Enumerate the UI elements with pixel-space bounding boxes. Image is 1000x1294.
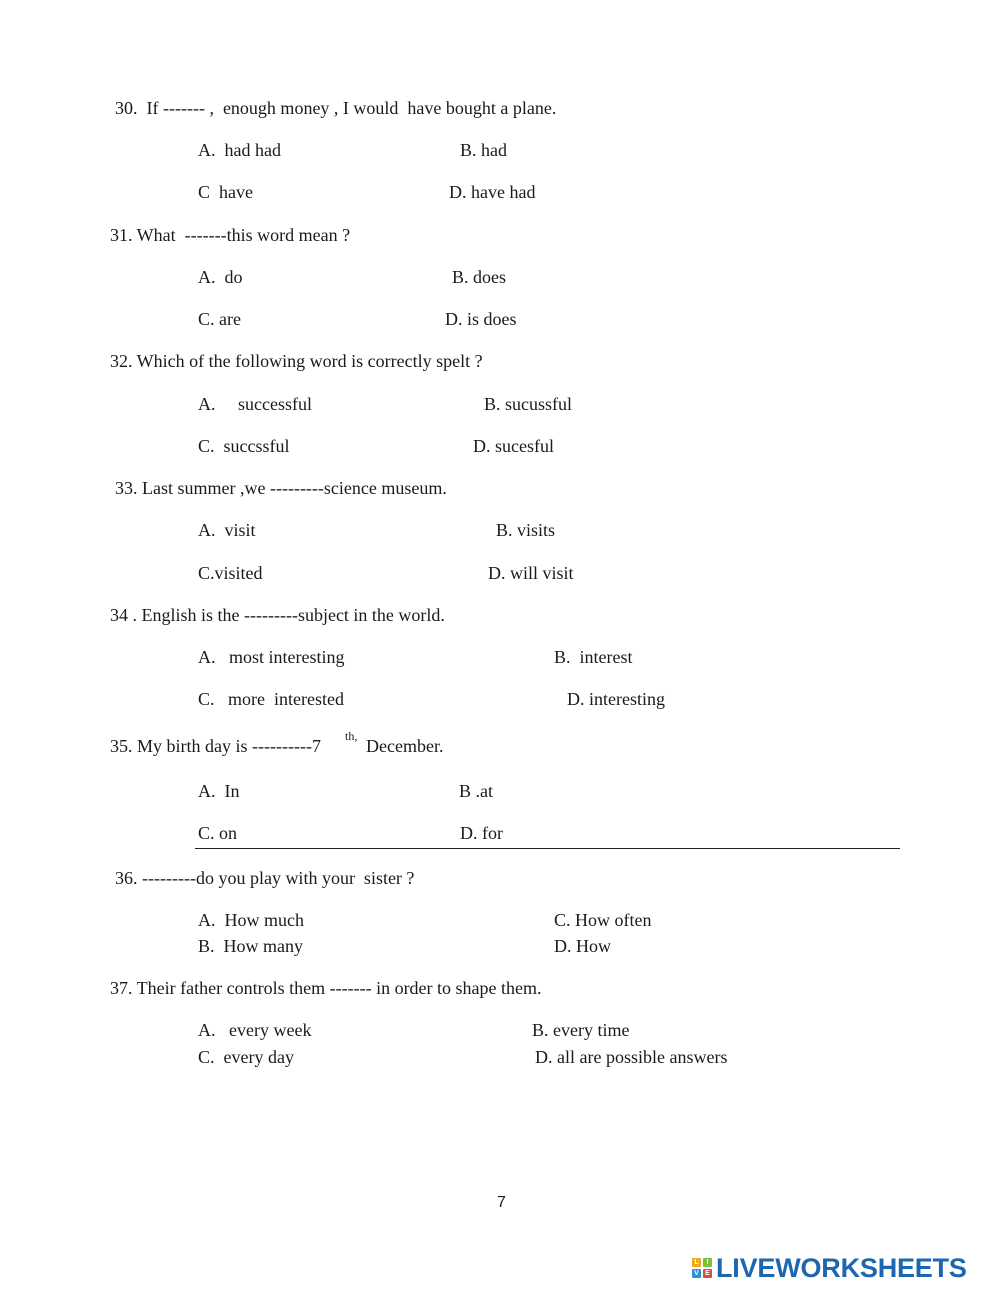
question-37-option-d[interactable]: D. all are possible answers: [535, 1047, 728, 1067]
page-number: 7: [497, 1194, 506, 1211]
liveworksheets-logo-text: LIVEWORKSHEETS: [716, 1253, 967, 1283]
question-37-option-c[interactable]: C. every day: [198, 1047, 294, 1067]
question-30-stem: 30. If ------- , enough money , I would have bought a plane.: [115, 98, 557, 118]
question-37-option-b[interactable]: B. every time: [532, 1020, 630, 1040]
question-32-option-a[interactable]: A. successful: [198, 394, 312, 414]
question-30-option-d[interactable]: D. have had: [449, 182, 536, 202]
question-30-option-b[interactable]: B. had: [460, 140, 507, 160]
question-33-option-a[interactable]: A. visit: [198, 520, 256, 540]
question-36-option-d[interactable]: D. How: [554, 936, 611, 956]
question-35-stem-end: December.: [366, 736, 444, 756]
question-34-option-c[interactable]: C. more interested: [198, 689, 344, 709]
question-31-option-d[interactable]: D. is does: [445, 309, 517, 329]
question-33-stem: 33. Last summer ,we ---------science museum.: [115, 478, 447, 498]
question-35-option-c[interactable]: C. on: [198, 823, 238, 843]
liveworksheets-logo: [692, 1252, 967, 1284]
question-32-option-d[interactable]: D. sucesful: [473, 436, 554, 456]
question-30-option-c[interactable]: C have: [198, 182, 253, 202]
question-30-option-a[interactable]: A. had had: [198, 140, 281, 160]
question-33-option-c[interactable]: C.visited: [198, 563, 263, 583]
question-31-option-c[interactable]: C. are: [198, 309, 241, 329]
question-34-option-d[interactable]: D. interesting: [567, 689, 665, 709]
question-34-option-a[interactable]: A. most interesting: [198, 647, 345, 667]
question-37-stem: 37. Their father controls them ------- in order to shape them.: [110, 978, 542, 998]
question-35-option-d[interactable]: D. for: [460, 823, 503, 843]
question-33-option-b[interactable]: B. visits: [496, 520, 556, 540]
question-37-option-a[interactable]: A. every week: [198, 1020, 312, 1040]
question-34-option-b[interactable]: B. interest: [554, 647, 633, 667]
question-35-stem: 35. My birth day is ----------7: [110, 736, 326, 756]
question-36-option-c[interactable]: C. How often: [554, 910, 652, 930]
question-31-option-a[interactable]: A. do: [198, 267, 243, 287]
question-31-option-b[interactable]: B. does: [452, 267, 506, 287]
question-36-stem: 36. ---------do you play with your sister ?: [115, 868, 415, 888]
question-35-superscript: th,: [345, 729, 358, 743]
question-31-stem: 31. What -------this word mean ?: [110, 225, 351, 245]
question-32-option-c[interactable]: C. succssful: [198, 436, 290, 456]
question-32-stem: 32. Which of the following word is correctly spelt ?: [110, 351, 483, 371]
question-36-option-a[interactable]: A. How much: [198, 910, 304, 930]
horizontal-divider: [195, 848, 900, 849]
question-34-stem: 34 . English is the ---------subject in the world.: [110, 605, 445, 625]
question-36-option-b[interactable]: B. How many: [198, 936, 303, 956]
liveworksheets-logo-icon: L I V E: [692, 1258, 712, 1278]
question-32-option-b[interactable]: B. sucussful: [484, 394, 573, 414]
question-35-option-a[interactable]: A. In: [198, 781, 240, 801]
question-35-option-b[interactable]: B .at: [459, 781, 493, 801]
question-33-option-d[interactable]: D. will visit: [488, 563, 574, 583]
